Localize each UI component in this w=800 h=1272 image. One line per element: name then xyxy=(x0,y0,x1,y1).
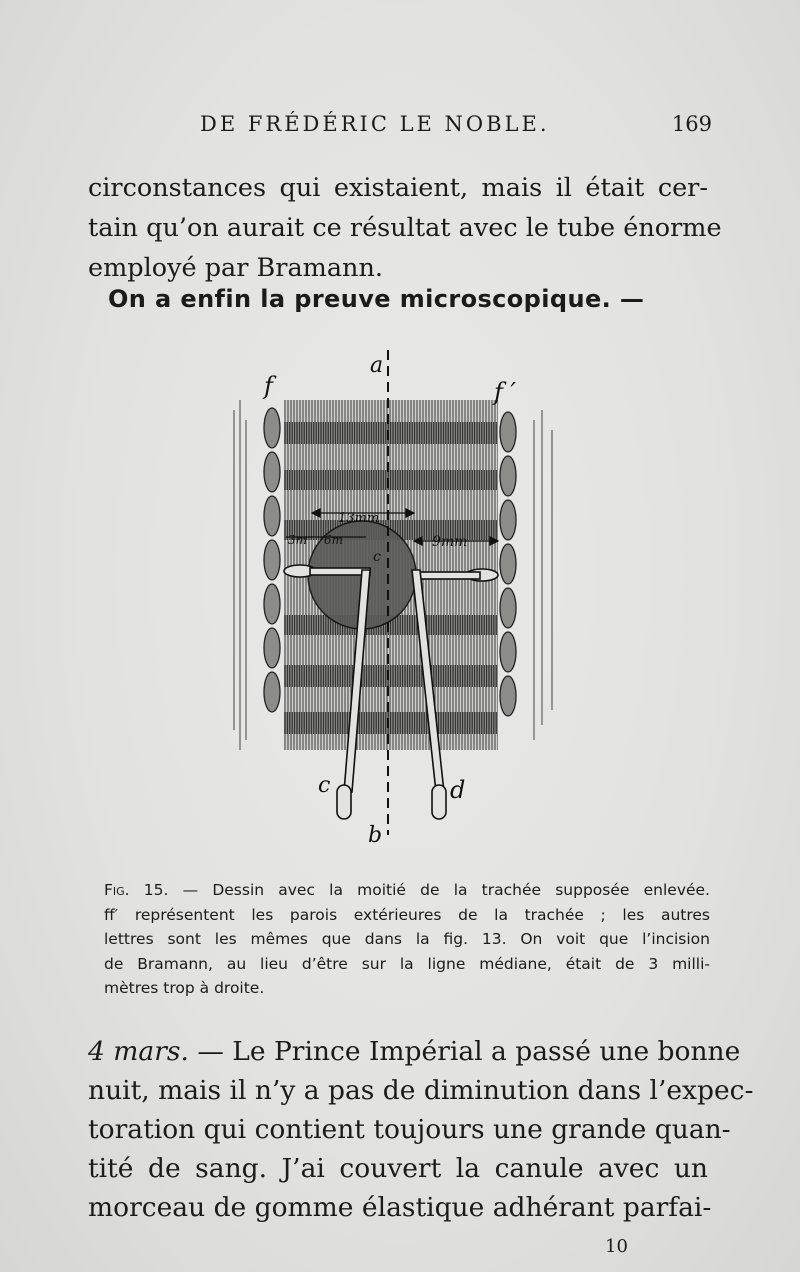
text-line: nuit, mais il n’y a pas de diminution dans l’expec- xyxy=(88,1075,754,1106)
caption-line: mètres trop à droite. xyxy=(104,979,265,997)
label-b: b xyxy=(368,823,383,848)
figure-15-trachea-drawing xyxy=(200,330,600,870)
bold-heading-line: On a enfin la preuve microscopique. — xyxy=(108,285,645,313)
caption-line1-rest: — Dessin avec la moitié de la trachée supposée enlevée. xyxy=(168,881,710,899)
caption-line: ff′ représentent les parois extérieures de la trachée ; les autres xyxy=(104,905,710,924)
text-line: morceau de gomme élastique adhérant parfai- xyxy=(88,1192,712,1223)
label-d: d xyxy=(450,776,466,804)
text-line: tité de sang. J’ai couvert la canule avec un xyxy=(88,1153,708,1184)
trachea-outer-wall-right xyxy=(534,410,552,740)
trachea-outer-wall-left xyxy=(234,400,246,750)
page-number: 169 xyxy=(671,112,712,136)
paragraph-2 xyxy=(88,1032,754,1227)
label-9mm: 9mm xyxy=(432,534,468,550)
running-title: DE FRÉDÉRIC LE NOBLE. xyxy=(200,112,550,136)
signature-mark: 10 xyxy=(605,1236,628,1257)
figure-label: Fig. 15. xyxy=(104,881,169,899)
caption-line: de Bramann, au lieu d’être sur la ligne médiane, était de 3 milli- xyxy=(104,954,710,973)
label-f: f xyxy=(264,372,273,400)
caption-line: lettres sont les mêmes que dans la fig. 13. On voit que l’incision xyxy=(104,930,710,948)
text-line: employé par Bramann. xyxy=(88,253,383,283)
text-line: toration qui contient toujours une grande quan- xyxy=(88,1114,731,1145)
text-line-rest: — Le Prince Impérial a passé une bonne xyxy=(188,1036,741,1067)
cartilage-chain-left xyxy=(264,408,280,712)
label-c: c xyxy=(318,773,331,798)
label-6mm: 6m xyxy=(324,533,344,547)
paragraph-1 xyxy=(88,168,722,288)
label-a: a xyxy=(370,353,384,378)
label-3mm: 3m xyxy=(288,533,308,547)
label-13mm: 13mm xyxy=(338,511,380,526)
caption-line xyxy=(104,878,710,903)
text-line: tain qu’on aurait ce résultat avec le tube énorme xyxy=(88,213,722,243)
running-header xyxy=(200,112,712,136)
label-c-top: c xyxy=(373,549,381,565)
figure-caption xyxy=(104,878,710,1001)
label-f-prime: f ′ xyxy=(494,378,516,406)
cartilage-chain-right xyxy=(500,412,516,716)
text-line: circonstances qui existaient, mais il était cer- xyxy=(88,173,708,203)
text-line xyxy=(88,1032,741,1071)
date-label: 4 mars. xyxy=(88,1036,189,1067)
